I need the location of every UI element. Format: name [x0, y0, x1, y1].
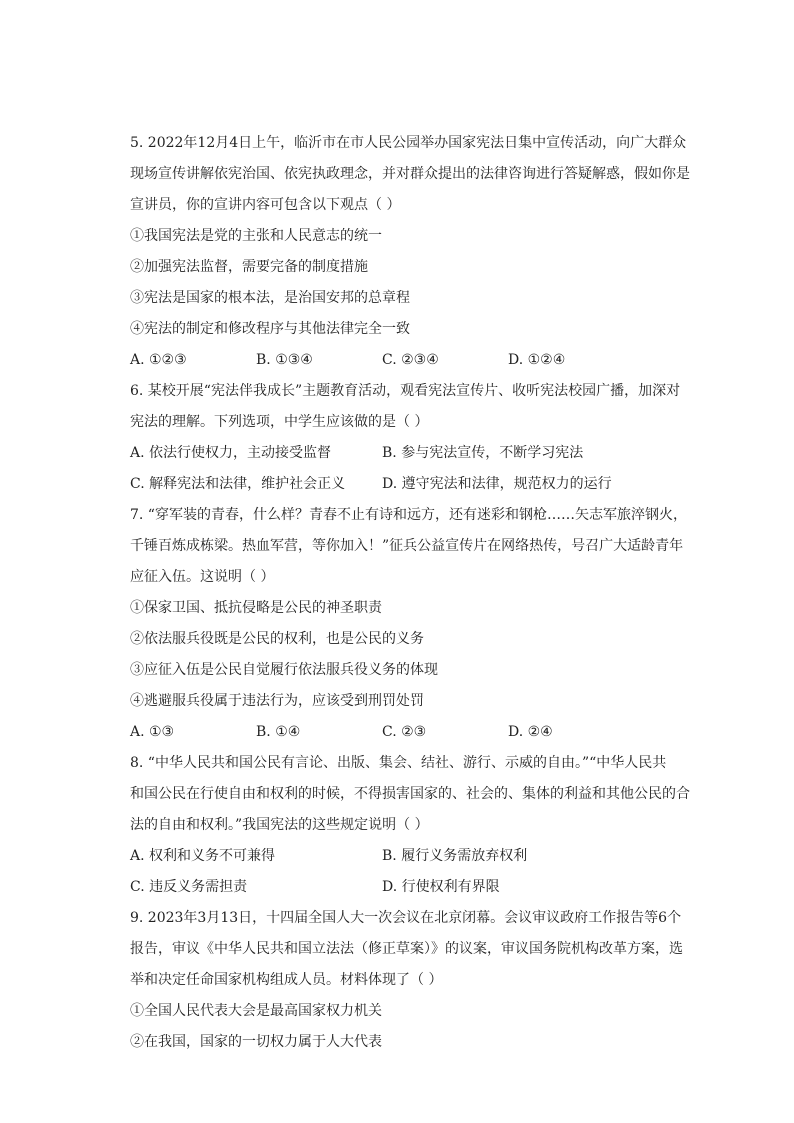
- q7-option-b: B. ①④: [256, 724, 301, 740]
- q5-option-c: C. ②③④: [382, 352, 439, 368]
- q7-statement-1: ①保家卫国、抵抗侵略是公民的神圣职责: [130, 600, 382, 616]
- q8-stem-line-3: 法的自由和权利。”我国宪法的这些规定说明（ ）: [130, 817, 429, 833]
- q7-stem-line-1: 7. “穿军装的青春，什么样？青春不止有诗和远方，还有迷彩和钢枪……矢志军旅淬钢火，: [130, 507, 687, 523]
- q8-option-c: C. 违反义务需担责: [130, 879, 248, 895]
- q8-stem-line-2: 和国公民在行使自由和权利的时候，不得损害国家的、社会的、集体的利益和其他公民的合: [130, 786, 690, 802]
- q7-option-c: C. ②③: [382, 724, 427, 740]
- q5-stem-line-3: 宣讲员，你的宣讲内容可包含以下观点（ ）: [130, 197, 401, 213]
- q6-option-d: D. 遵守宪法和法律，规范权力的运行: [382, 476, 612, 492]
- q8-option-d: D. 行使权利有界限: [382, 879, 500, 895]
- q8-stem-line-1: 8. “中华人民共和国公民有言论、出版、集会、结社、游行、示威的自由。”“中华人民共: [130, 755, 667, 771]
- q7-option-a: A. ①③: [130, 724, 175, 740]
- q8-option-a: A. 权利和义务不可兼得: [130, 848, 276, 864]
- q7-option-d: D. ②④: [508, 724, 553, 740]
- q9-stem-line-1: 9. 2023年3月13日，十四届全国人大一次会议在北京闭幕。会议审议政府工作报告等6个: [130, 910, 682, 926]
- q5-stem-line-2: 现场宣传讲解依宪治国、依宪执政理念，并对群众提出的法律咨询进行答疑解惑，假如你是: [130, 166, 690, 182]
- q9-statement-2: ②在我国，国家的一切权力属于人大代表: [130, 1034, 382, 1050]
- q5-option-b: B. ①③④: [256, 352, 313, 368]
- q6-option-a: A. 依法行使权力，主动接受监督: [130, 445, 332, 461]
- q7-statement-2: ②依法服兵役既是公民的权利，也是公民的义务: [130, 631, 424, 647]
- q5-option-a: A. ①②③: [130, 352, 187, 368]
- q7-statement-4: ④逃避服兵役属于违法行为，应该受到刑罚处罚: [130, 693, 424, 709]
- q6-option-c: C. 解释宪法和法律，维护社会正义: [130, 476, 346, 492]
- q8-option-b: B. 履行义务需放弃权利: [382, 848, 528, 864]
- q7-stem-line-2: 千锤百炼成栋梁。热血军营，等你加入！”征兵公益宣传片在网络热传，号召广大适龄青年: [130, 538, 684, 554]
- q5-statement-1: ①我国宪法是党的主张和人民意志的统一: [130, 228, 382, 244]
- q6-option-b: B. 参与宪法宣传，不断学习宪法: [382, 445, 584, 461]
- q7-statement-3: ③应征入伍是公民自觉履行依法服兵役义务的体现: [130, 662, 438, 678]
- q7-stem-line-3: 应征入伍。这说明（ ）: [130, 569, 275, 585]
- q9-statement-1: ①全国人民代表大会是最高国家权力机关: [130, 1003, 382, 1019]
- q6-stem-line-1: 6. 某校开展“宪法伴我成长”主题教育活动，观看宪法宣传片、收听宪法校园广播，加深对: [130, 383, 681, 399]
- q9-stem-line-2: 报告，审议《中华人民共和国立法法（修正草案）》的议案，审议国务院机构改革方案，选: [130, 941, 683, 957]
- q5-stem-line-1: 5. 2022年12月4日上午，临沂市在市人民公园举办国家宪法日集中宣传活动，向广大群众: [130, 135, 687, 151]
- q5-option-d: D. ①②④: [508, 352, 566, 368]
- q5-statement-4: ④宪法的制定和修改程序与其他法律完全一致: [130, 321, 410, 337]
- q9-stem-line-3: 举和决定任命国家机构组成人员。材料体现了（ ）: [130, 972, 443, 988]
- q5-statement-2: ②加强宪法监督，需要完备的制度措施: [130, 259, 368, 275]
- q5-statement-3: ③宪法是国家的根本法，是治国安邦的总章程: [130, 290, 410, 306]
- q6-stem-line-2: 宪法的理解。下列选项，中学生应该做的是（ ）: [130, 414, 429, 430]
